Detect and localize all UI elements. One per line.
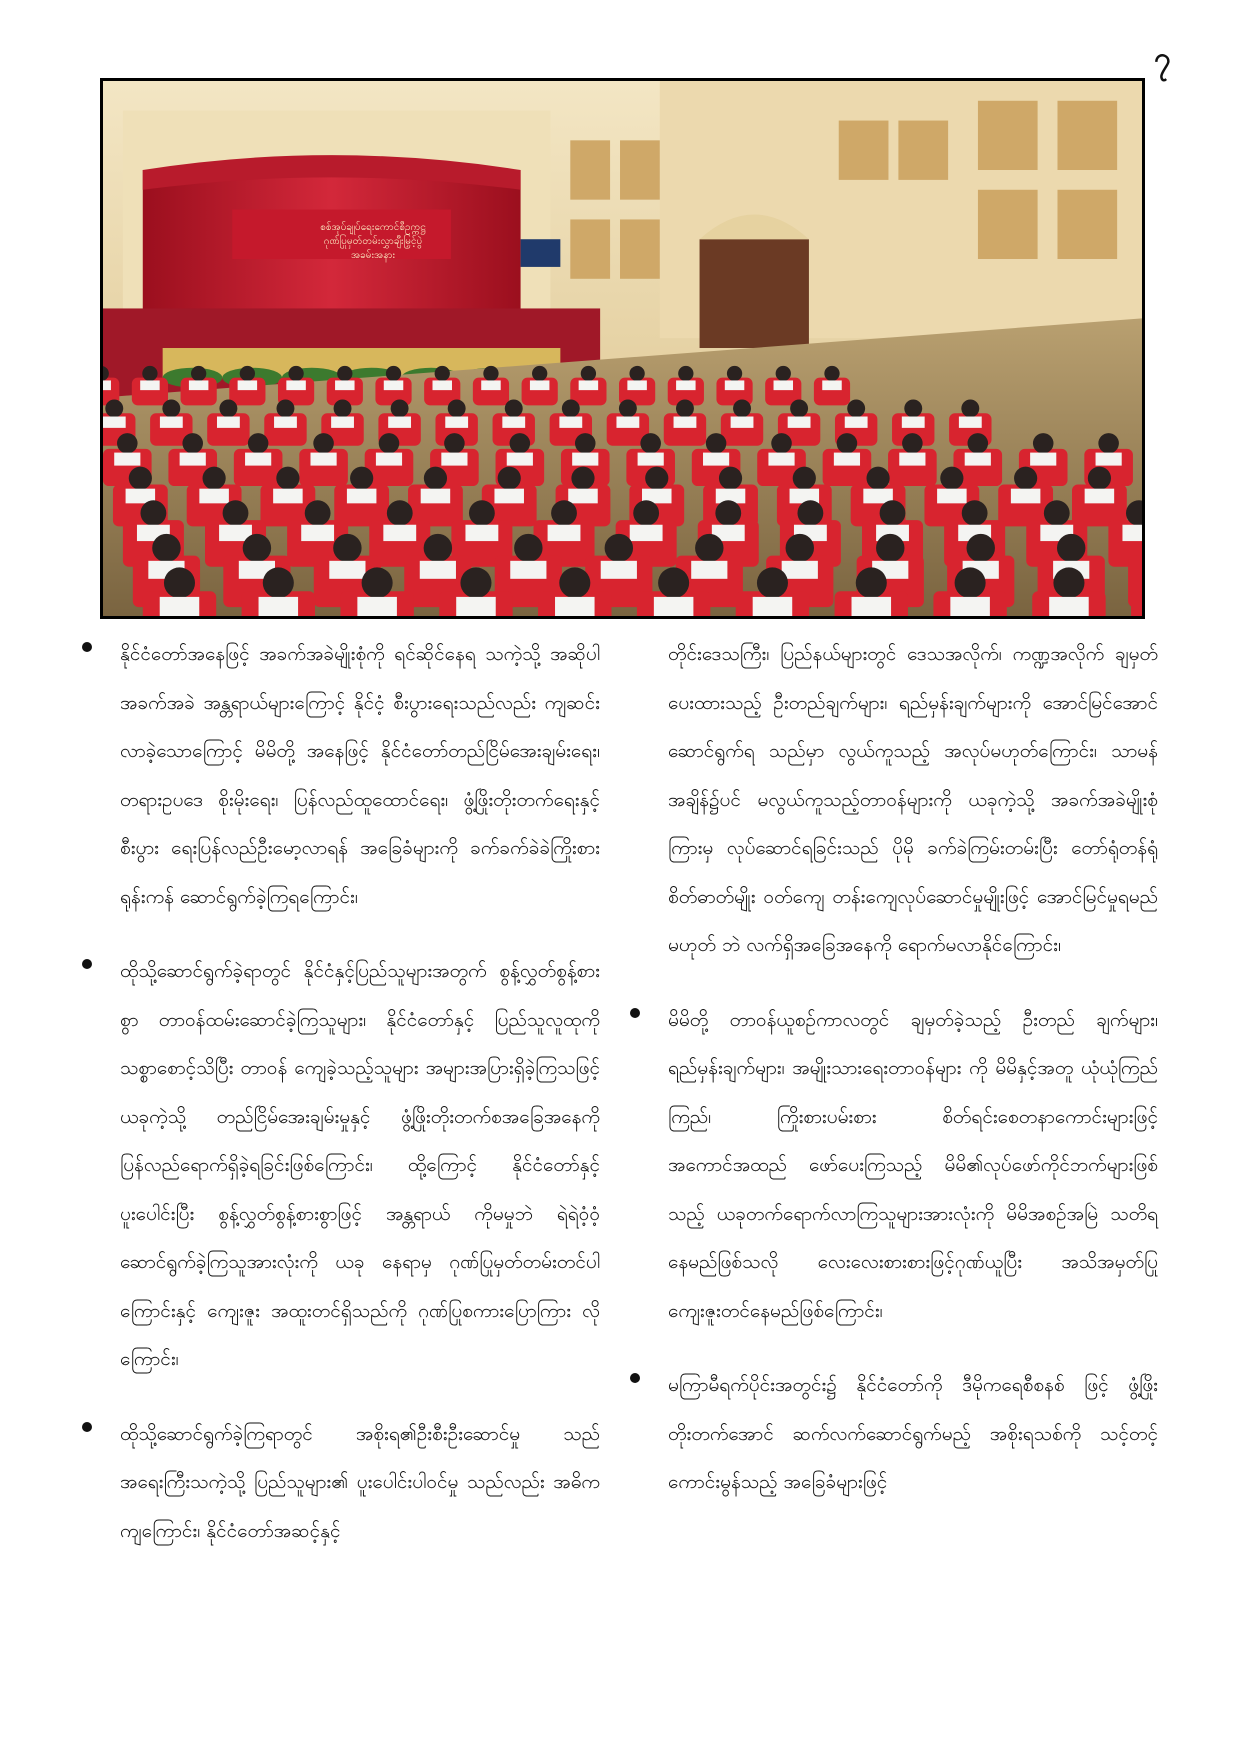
attendee-head — [562, 399, 580, 417]
attendee-shirt — [421, 489, 451, 504]
attendee-shirt — [301, 525, 334, 541]
attendee-head — [223, 500, 249, 526]
attendee-shirt — [273, 489, 303, 504]
attendee-head — [203, 467, 226, 490]
right-column — [628, 630, 1158, 1533]
bullet-icon — [82, 1422, 92, 1432]
attendee-head — [676, 399, 694, 417]
attendee-shirt — [510, 561, 546, 579]
attendee-head — [727, 366, 742, 381]
left-column — [80, 630, 600, 1581]
attendee-head — [961, 399, 979, 417]
attendee-shirt — [768, 453, 794, 466]
attendee-head — [786, 534, 814, 562]
attendee-head — [362, 567, 393, 598]
attendee-head — [444, 433, 465, 453]
attendee-head — [105, 399, 123, 417]
attendee-shirt — [654, 597, 694, 616]
attendee-shirt — [274, 417, 297, 428]
attendee-head — [719, 467, 742, 490]
bullet-icon — [82, 642, 92, 652]
attendee-shirt — [638, 453, 664, 466]
attendee-head — [248, 433, 269, 453]
attendee-shirt — [441, 453, 467, 466]
attendee-head — [469, 500, 495, 526]
attendee-shirt — [347, 489, 377, 504]
attendee-head — [771, 433, 792, 453]
attendee-head — [955, 567, 986, 598]
attendee-head — [633, 500, 659, 526]
attendee-shirt — [703, 453, 729, 466]
attendee-head — [1057, 534, 1085, 562]
attendee-shirt — [140, 380, 159, 390]
attendee-shirt — [899, 453, 925, 466]
attendee-shirt — [1122, 525, 1142, 541]
attendee-head — [793, 467, 816, 490]
paragraph: မကြာမီရက်ပိုင်းအတွင်း၌ နိုင်ငံတော်ကို ဒီမိုကရေစီစနစ် ဖြင့် ဖွံ့ဖြိုးတိုးတက်အောင် ဆက်လက်ဆောင်ရွက်မည့် အစိုးရသစ်ကို သင့်တင့်ကောင်းမွန်သည့် အခြေခံများဖြင့် — [668, 1374, 1158, 1493]
attendee-head — [162, 399, 180, 417]
attendee-head — [460, 567, 491, 598]
auditorium-scene — [103, 81, 1142, 616]
attendee-head — [483, 366, 498, 381]
attendee-shirt — [1030, 453, 1056, 466]
attendee-head — [288, 366, 303, 381]
attendee-shirt — [572, 453, 598, 466]
attendee-shirt — [388, 417, 411, 428]
attendee-head — [757, 567, 788, 598]
attendee-shirt — [852, 597, 892, 616]
attendee-head — [164, 567, 195, 598]
attendee-head — [790, 399, 808, 417]
attendee-shirt — [548, 525, 581, 541]
attendee-head — [219, 399, 237, 417]
attendee-shirt — [286, 380, 305, 390]
attendee-head — [386, 366, 401, 381]
attendee-head — [797, 500, 823, 526]
page-number: ၇ — [1154, 41, 1171, 76]
attendee-head — [902, 433, 923, 453]
attendee-head — [505, 399, 523, 417]
attendee-head — [856, 567, 887, 598]
list-item — [628, 1361, 1158, 1507]
attendee-shirt — [245, 453, 271, 466]
attendee-head — [866, 467, 889, 490]
attendee-head — [837, 433, 858, 453]
attendee-head — [424, 534, 452, 562]
attendee-head — [605, 534, 633, 562]
attendee-head — [581, 366, 596, 381]
attendee-head — [1088, 467, 1111, 490]
attendee-head — [645, 467, 668, 490]
attendee-head — [776, 366, 791, 381]
attendee-shirt — [559, 417, 582, 428]
attendee-head — [532, 366, 547, 381]
attendee-head — [350, 467, 373, 490]
attendee-head — [876, 534, 904, 562]
attendee-head — [313, 433, 334, 453]
attendee-shirt — [937, 489, 967, 504]
attendee-shirt — [160, 597, 200, 616]
attendee-head — [629, 366, 644, 381]
attendee-shirt — [1011, 489, 1041, 504]
attendee-shirt — [238, 380, 257, 390]
attendee-head — [706, 433, 727, 453]
attendee-head — [571, 467, 594, 490]
attendee-shirt — [189, 380, 208, 390]
attendee-head — [379, 433, 400, 453]
attendee-head — [967, 534, 995, 562]
list-item — [80, 630, 600, 921]
attendee-head — [968, 433, 989, 453]
attendee-head — [191, 366, 206, 381]
banner-line-3: အခမ်းအနား — [350, 250, 396, 261]
attendee-shirt — [376, 453, 402, 466]
attendee-shirt — [420, 561, 456, 579]
attendee-head — [276, 467, 299, 490]
attendee-shirt — [507, 453, 533, 466]
attendee-shirt — [834, 453, 860, 466]
attendee-shirt — [579, 380, 598, 390]
list-item — [628, 996, 1158, 1336]
attendee-shirt — [481, 380, 500, 390]
attendee-head — [962, 500, 988, 526]
event-photo — [100, 78, 1145, 619]
attendee-head — [514, 534, 542, 562]
banner-line-2: ဂုဏ်ပြုမှတ်တမ်းလွှာချီးမြှင့်ပွဲ — [323, 236, 423, 247]
list-item — [628, 630, 1158, 970]
attendee-shirt — [530, 380, 549, 390]
attendee-shirt — [384, 380, 403, 390]
attendee-shirt — [456, 597, 496, 616]
attendee-head — [733, 399, 751, 417]
attendee-head — [847, 399, 865, 417]
attendee-shirt — [822, 380, 841, 390]
attendee-head — [129, 467, 152, 490]
attendee-head — [575, 433, 596, 453]
attendee-shirt — [1085, 489, 1115, 504]
attendee-shirt — [445, 417, 468, 428]
attendee-shirt — [676, 380, 695, 390]
attendee-shirt — [199, 489, 229, 504]
attendee-head — [387, 500, 413, 526]
attendee-head — [510, 433, 531, 453]
attendee-head — [940, 467, 963, 490]
photo-banner — [273, 221, 473, 263]
attendee-shirt — [950, 597, 990, 616]
attendee-head — [276, 399, 294, 417]
attendee-head — [117, 433, 138, 453]
attendee-shirt — [331, 417, 354, 428]
paragraph: တိုင်းဒေသကြီး၊ ပြည်နယ်များတွင် ဒေသအလိုက်၊ ကဏ္ဍအလိုက် ချမှတ်ပေးထားသည့် ဦးတည်ချက်များ၊ ရည်မှန်းချက်များကို အောင်မြင်အောင် ဆောင်ရွက်ရ သည်မှာ လွယ်ကူသည့် အလုပ်မဟုတ်ကြောင်း၊ သာမန် အချိန်၌ပင် မလွယ်ကူသည့်တာဝန်များကို ယခုကဲ့သို့ အခက်အခဲမျိုးစုံကြားမှ လုပ်ဆောင်ရခြင်းသည် ပိုမို ခက်ခဲကြမ်းတမ်းပြီး တော်ရုံတန်ရုံစိတ်ဓာတ်မျိုး ဝတ်ကျေ တန်းကျေလုပ်ဆောင်မှုမျိုးဖြင့် အောင်မြင်မှုရမည် မဟုတ် ဘဲ လက်ရှိအခြေအနေကို ရောက်မလာနိုင်ကြောင်း၊ — [668, 643, 1158, 956]
attendee-head — [1098, 433, 1119, 453]
attendee-shirt — [691, 561, 727, 579]
attendee-shirt — [335, 380, 354, 390]
attendee-shirt — [1096, 453, 1122, 466]
attendee-head — [640, 433, 661, 453]
attendee-shirt — [329, 561, 365, 579]
attendee-head — [140, 500, 166, 526]
attendee-head — [619, 399, 637, 417]
attendee-shirt — [1049, 597, 1089, 616]
attendee-shirt — [568, 489, 598, 504]
attendee-head — [337, 366, 352, 381]
attendee-shirt — [114, 453, 140, 466]
attendee-shirt — [217, 417, 240, 428]
paragraph: ထိုသို့ဆောင်ရွက်ခဲ့ကြရာတွင် အစိုးရ၏ဦးစီးဦးဆောင်မှု သည် အရေးကြီးသကဲ့သို့ ပြည်သူများ၏ ပူးပေါင်းပါဝင်မှု သည်လည်း အဓိကကျကြောင်း၊ နိုင်ငံတော်အဆင့်နှင့် — [120, 1422, 600, 1542]
attendee-head — [1033, 433, 1054, 453]
attendee-head — [305, 500, 331, 526]
attendee-head — [880, 500, 906, 526]
attendee-shirt — [774, 380, 793, 390]
attendee-head — [824, 366, 839, 381]
bullet-icon — [630, 1008, 640, 1018]
attendee-head — [498, 467, 521, 490]
attendee-shirt — [432, 380, 451, 390]
attendee-head — [240, 366, 255, 381]
attendee-head — [243, 534, 271, 562]
attendee-shirt — [627, 380, 646, 390]
attendee-shirt — [383, 525, 416, 541]
attendee-head — [904, 399, 922, 417]
attendee-head — [391, 399, 409, 417]
attendee-shirt — [103, 380, 111, 390]
attendee-shirt — [616, 417, 639, 428]
attendee-shirt — [103, 417, 126, 428]
list-item — [80, 1410, 600, 1556]
attendee-head — [424, 467, 447, 490]
attendee-head — [152, 534, 180, 562]
attendee-head — [551, 500, 577, 526]
attendee-head — [1053, 567, 1084, 598]
attendee-shirt — [502, 417, 525, 428]
attendee-head — [334, 399, 352, 417]
attendee-shirt — [674, 417, 697, 428]
bullet-icon — [630, 1373, 640, 1383]
bullet-icon — [82, 959, 92, 969]
attendee-shirt — [845, 417, 868, 428]
attendee-shirt — [310, 453, 336, 466]
attendee-head — [1044, 500, 1070, 526]
attendee-head — [448, 399, 466, 417]
attendee-shirt — [782, 561, 818, 579]
attendee-head — [559, 567, 590, 598]
attendee-shirt — [788, 417, 811, 428]
attendee-head — [658, 567, 689, 598]
attendee-shirt — [959, 417, 982, 428]
seat — [1131, 591, 1142, 616]
attendee-shirt — [753, 597, 793, 616]
attendee-shirt — [965, 453, 991, 466]
attendee-shirt — [465, 525, 498, 541]
attendee-head — [182, 433, 203, 453]
attendee-head — [333, 534, 361, 562]
paragraph: မိမိတို့ တာဝန်ယူစဉ်ကာလတွင် ချမှတ်ခဲ့သည့် ဦးတည် ချက်များ၊ ရည်မှန်းချက်များ၊ အမျိုးသားရေးတာဝန်များ ကို မိမိနှင့်အတူ ယုံယုံကြည်ကြည်၊ ကြိုးစားပမ်းစား စိတ်ရင်းစေတနာကောင်းများဖြင့် အကောင်အထည် ဖော်ပေးကြသည့် မိမိ၏လုပ်ဖော်ကိုင်ဘက်များဖြစ်သည့် ယခုတက်ရောက်လာကြသူများအားလုံးကို မိမိအစဉ်အမြဲ သတိရနေမည်ဖြစ်သလို လေးလေးစားစားဖြင့်ဂုဏ်ယူပြီး အသိအမှတ်ပြုကျေးဇူးတင်နေမည်ဖြစ်ကြောင်း၊ — [668, 1008, 1158, 1322]
paragraph: နိုင်ငံတော်အနေဖြင့် အခက်အခဲမျိုးစုံကို ရင်ဆိုင်နေရ သကဲ့သို့ အဆိုပါအခက်အခဲ အန္တရာယ်များကြောင့် နိုင်ငံ့ စီးပွားရေးသည်လည်း ကျဆင်းလာခဲ့သောကြောင့် မိမိတို့ အနေဖြင့် နိုင်ငံတော်တည်ငြိမ်အေးချမ်းရေး၊ တရားဥပဒေ စိုးမိုးရေး၊ ပြန်လည်ထူထောင်ရေး၊ ဖွံ့ဖြိုးတိုးတက်ရေးနှင့် စီးပွား ရေးပြန်လည်ဦးမော့လာရန် အခြေခံများကို ခက်ခက်ခဲခဲကြိုးစားရုန်းကန် ဆောင်ရွက်ခဲ့ကြရကြောင်း၊ — [120, 643, 600, 908]
attendee-shirt — [160, 417, 183, 428]
attendee-shirt — [357, 597, 397, 616]
attendee-shirt — [630, 525, 663, 541]
paragraph: ထိုသို့ဆောင်ရွက်ခဲ့ရာတွင် နိုင်ငံနှင့်ပြည်သူများအတွက် စွန့်လွှတ်စွန့်စားစွာ တာဝန်ထမ်းဆောင်ခဲ့ကြသူများ၊ နိုင်ငံတော်နှင့် ပြည်သူလူထုကို သစ္စာစောင့်သိပြီး တာဝန် ကျေခဲ့သည့်သူများ အများအပြားရှိခဲ့ကြသဖြင့် ယခုကဲ့သို့ တည်ငြိမ်အေးချမ်းမှုနှင့် ဖွံ့ဖြိုးတိုးတက်စအခြေအနေကို ပြန်လည်ရောက်ရှိခဲ့ရခြင်းဖြစ်ကြောင်း၊ ထို့ကြောင့် နိုင်ငံတော်နှင့် ပူးပေါင်းပြီး စွန့်လွှတ်စွန့်စားစွာဖြင့် အန္တရာယ် ကိုမမှုဘဲ ရဲရဲဝံ့ဝံ့ဆောင်ရွက်ခဲ့ကြသူအားလုံးကို ယခု နေရာမှ ဂုဏ်ပြုမှတ်တမ်းတင်ပါကြောင်းနှင့် ကျေးဇူး အထူးတင်ရှိသည်ကို ဂုဏ်ပြုစကားပြောကြား လိုကြောင်း၊ — [120, 960, 600, 1370]
attendee-shirt — [725, 380, 744, 390]
attendee-head — [142, 366, 157, 381]
attendee-shirt — [259, 597, 299, 616]
attendee-head — [695, 534, 723, 562]
attendee-head — [263, 567, 294, 598]
attendee-shirt — [180, 453, 206, 466]
attendee-shirt — [555, 597, 595, 616]
attendee-head — [1014, 467, 1037, 490]
attendee-shirt — [494, 489, 524, 504]
list-item — [80, 947, 600, 1384]
attendee-shirt — [731, 417, 754, 428]
attendee-shirt — [601, 561, 637, 579]
attendee-head — [715, 500, 741, 526]
attendee-shirt — [902, 417, 925, 428]
attendee-head — [678, 366, 693, 381]
banner-line-1: စစ်အုပ်ချုပ်ရေးကောင်စီဥက္ကဋ္ဌ — [320, 222, 426, 233]
attendee-head — [435, 366, 450, 381]
